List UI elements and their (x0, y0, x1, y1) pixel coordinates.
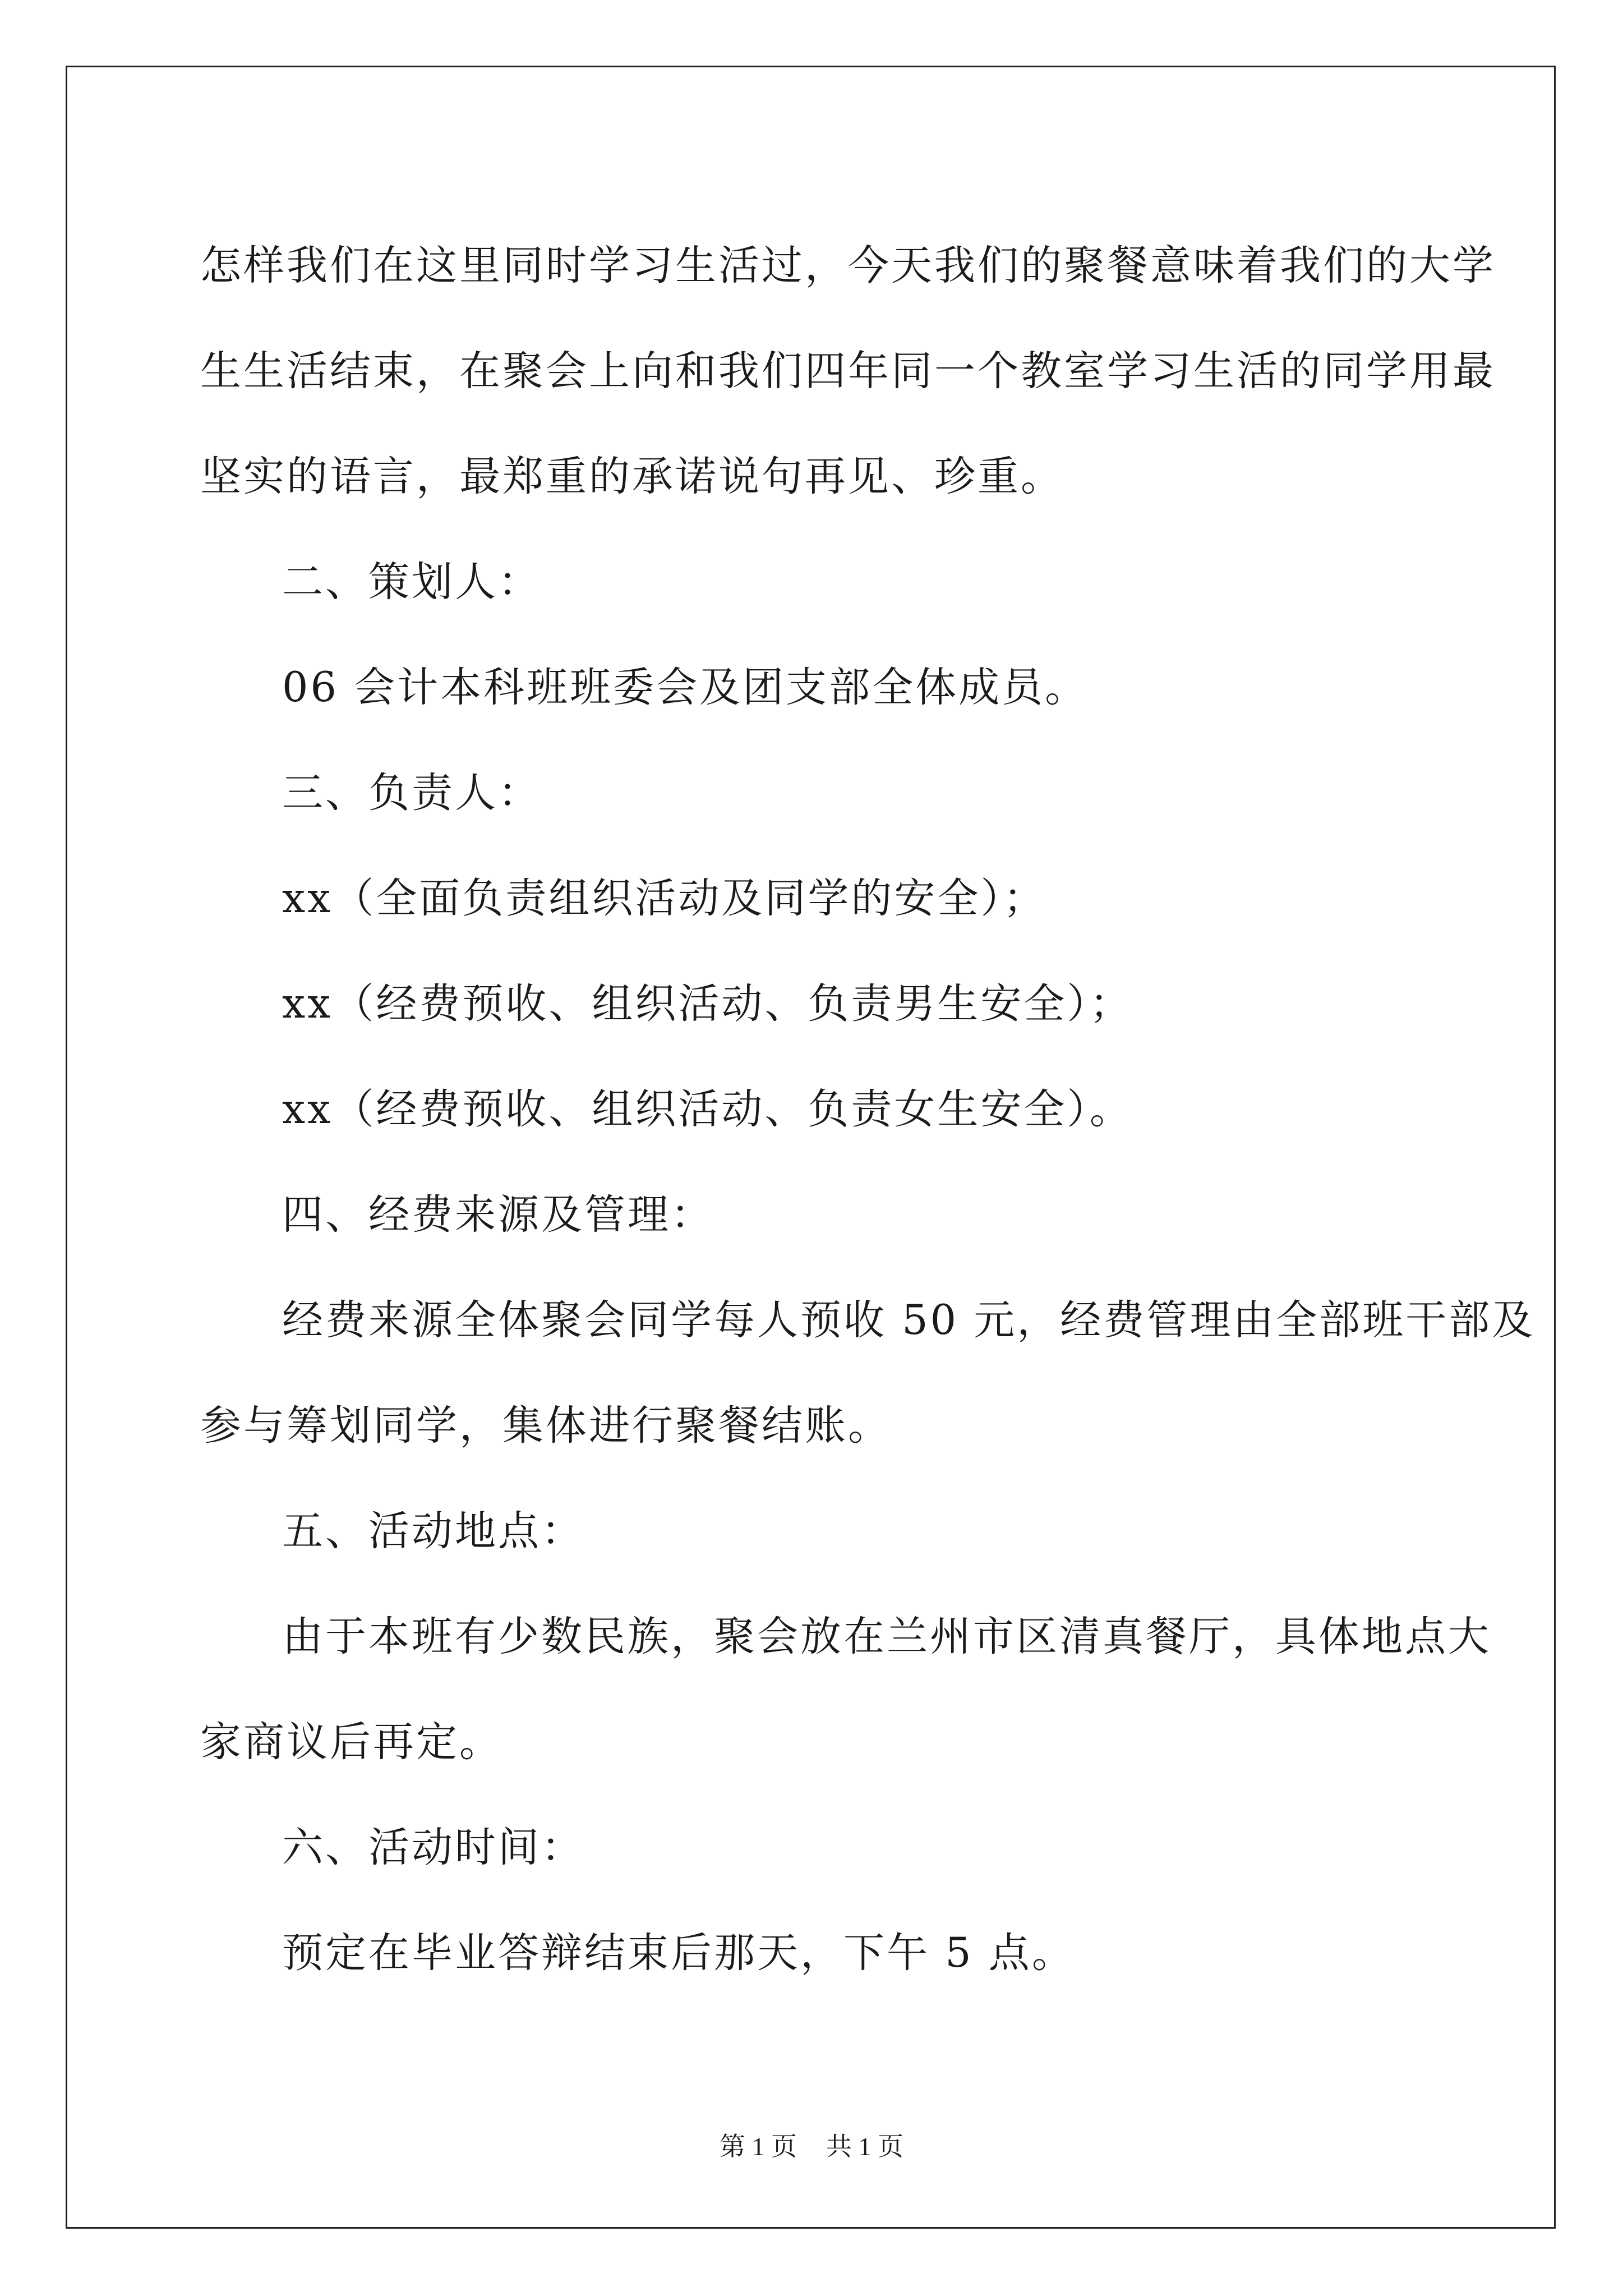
body-line: 06 会计本科班班委会及团支部全体成员。 (282, 664, 1089, 711)
body-line: 预定在毕业答辩结束后那天，下午 5 点。 (282, 1929, 1075, 1977)
body-line: 参与筹划同学，集体进行聚餐结账。 (200, 1402, 891, 1450)
body-line: 家商议后再定。 (200, 1718, 502, 1766)
page-number-current: 第 1 页 (720, 2132, 797, 2161)
body-line: xx（全面负责组织活动及同学的安全）； (282, 875, 1046, 922)
section-heading-time: 六、活动时间： (282, 1824, 584, 1871)
page-footer (0, 2126, 1623, 2163)
body-line: 经费来源全体聚会同学每人预收 50 元，经费管理由全部班干部及 (282, 1296, 1536, 1344)
section-heading-planner: 二、策划人： (282, 558, 541, 606)
section-heading-location: 五、活动地点： (282, 1507, 584, 1555)
body-line: 怎样我们在这里同时学习生活过，今天我们的聚餐意味着我们的大学 (200, 242, 1496, 289)
body-line: 生生活结束，在聚会上向和我们四年同一个教室学习生活的同学用最 (200, 347, 1496, 395)
page-number-total: 共 1 页 (826, 2132, 903, 2161)
body-line: xx（经费预收、组织活动、负责男生安全）； (282, 980, 1133, 1028)
body-line: 坚实的语言，最郑重的承诺说句再见、珍重。 (200, 453, 1064, 500)
section-heading-responsible: 三、负责人： (282, 769, 541, 817)
section-heading-funding: 四、经费来源及管理： (282, 1191, 714, 1239)
body-line: 由于本班有少数民族，聚会放在兰州市区清真餐厅，具体地点大 (282, 1613, 1491, 1660)
body-line: xx（经费预收、组织活动、负责女生安全）。 (282, 1085, 1133, 1133)
document-body (200, 213, 1536, 2006)
